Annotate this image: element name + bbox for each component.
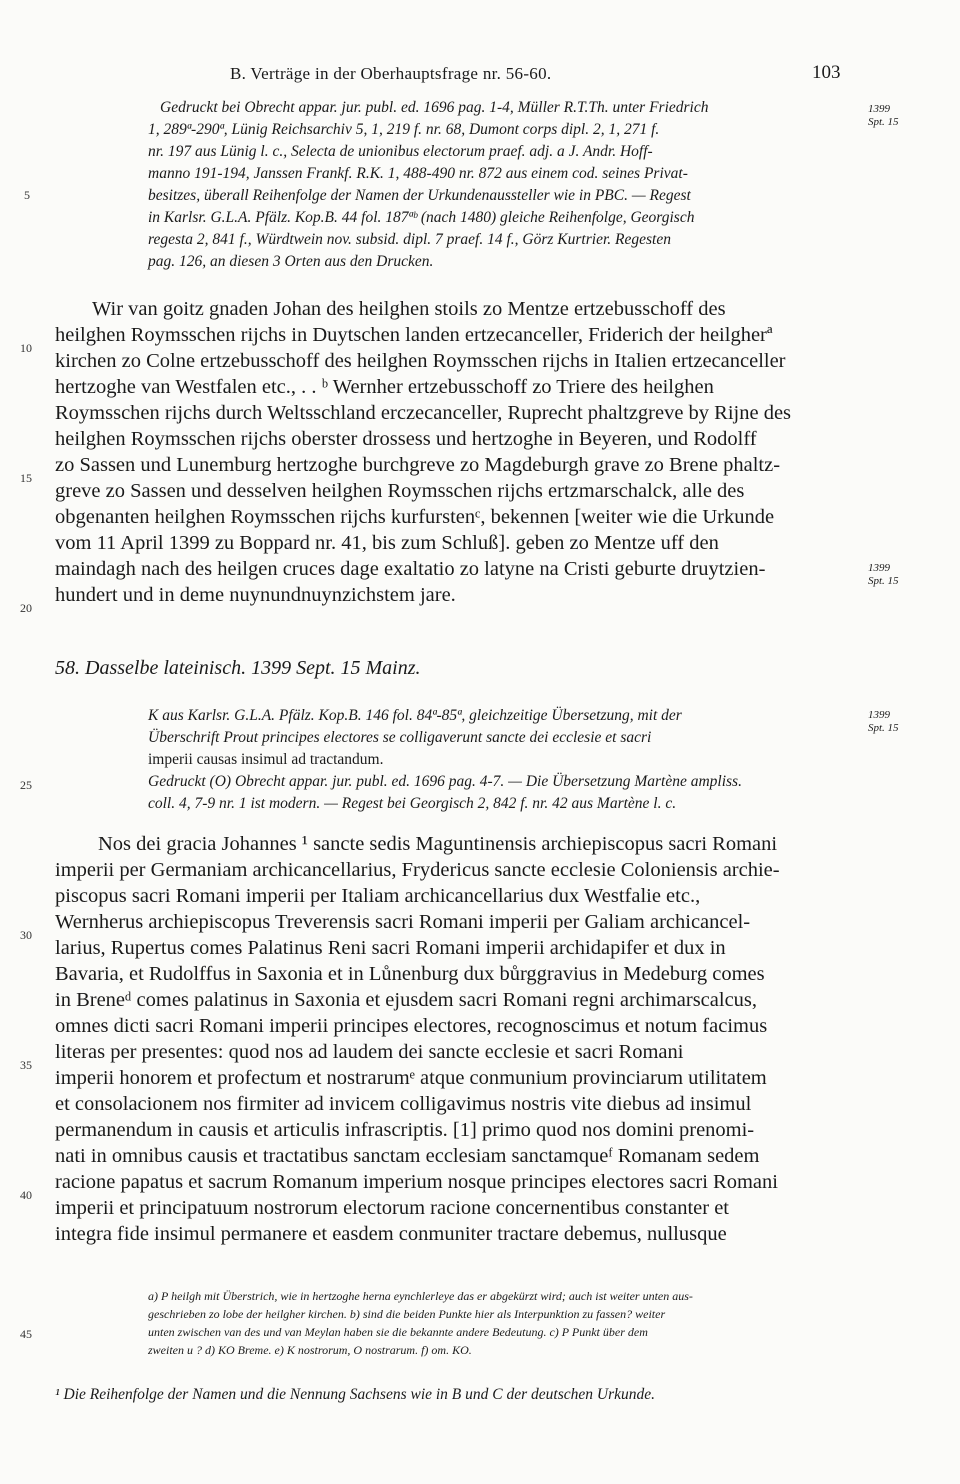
note-line: regesta 2, 841 f., Würdtwein nov. subsid. dipl. 7 praef. 14 f., Görz Kurtrier. Regesten <box>148 231 671 248</box>
text-line: larius, Rupertus comes Palatinus Reni sacri Romani imperii archidapifer et dux in <box>55 937 726 959</box>
line-number: 5 <box>24 188 30 202</box>
text-line: Wir van goitz gnaden Johan des heilghen stoils zo Mentze ertzebusschoff des <box>92 298 726 320</box>
line-number: 20 <box>20 601 32 615</box>
text-line: Nos dei gracia Johannes ¹ sancte sedis Maguntinensis archiepiscopus sacri Romani <box>98 833 778 855</box>
margin-year: 1399 <box>868 103 890 115</box>
text-line: Roymsschen rijchs durch Weltsschland erczecanceller, Ruprecht phaltzgreve by Rijne des <box>55 402 792 424</box>
text-line: maindagh nach des heilgen cruces dage exaltatio zo latyne na Cristi geburte druytzien- <box>55 558 766 580</box>
line-number: 45 <box>20 1327 32 1341</box>
text-line: literas per presentes: quod nos ad laudem dei sancte ecclesie et sacri Romani <box>55 1041 684 1063</box>
text-line: obgenanten heilghen Roymsschen rijchs kurfurstenᶜ, bekennen [weiter wie die Urkunde <box>55 506 775 528</box>
note-line: 1, 289ª-290ª, Lünig Reichsarchiv 5, 1, 219 f. nr. 68, Dumont corps dipl. 2, 1, 271 f. <box>148 121 660 138</box>
line-number: 40 <box>20 1188 32 1202</box>
footnote-line: a) P heilgh mit Überstrich, wie in hertzoghe herna eynchlerleye das er abgekürzt wird; auch ist weiter unten aus- <box>148 1289 693 1303</box>
line-number: 35 <box>20 1058 32 1072</box>
section-heading-text: 58. Dasselbe lateinisch. 1399 Sept. 15 Mainz. <box>55 657 421 679</box>
footnote-line: zweiten u ? d) KO Breme. e) K nostrorum, O nostrarum. f) om. KO. <box>148 1343 472 1357</box>
footnote-line: unten zwischen van des und van Meylan haben sie die bekannte andere Bedeutung. c) P Punkt über dem <box>148 1325 648 1339</box>
section-heading <box>55 657 421 680</box>
text-line: imperii honorem et profectum et nostrarumᵉ atque conmunium provinciarum utilitatem <box>55 1067 767 1089</box>
note-line: pag. 126, an diesen 3 Orten aus den Drucken. <box>148 253 434 270</box>
text-line: omnes dicti sacri Romani imperii principes electores, recognoscimus et notum facimus <box>55 1015 768 1037</box>
margin-date <box>868 103 899 129</box>
text-line: permanendum in causis et articulis infrascriptis. [1] primo quod nos domini prenomi- <box>55 1119 755 1141</box>
text-line: et consolacionem nos firmiter ad invicem colligavimus nostris vite diebus ad insimul <box>55 1093 752 1115</box>
text-line: racione papatus et sacrum Romanum imperium nosque principes electores sacri Romani <box>55 1171 778 1193</box>
text-line: hertzoghe van Westfalen etc., . . ᵇ Wernher ertzebusschoff zo Triere des heilghen <box>55 376 714 398</box>
note-line: nr. 197 aus Lünig l. c., Selecta de unionibus electorum praef. adj. a J. Andr. Hoff- <box>148 143 653 160</box>
margin-date <box>868 709 899 735</box>
text-line: imperii et principatuum nostrorum electorum racione concernentibus constanter et <box>55 1197 729 1219</box>
line-number: 15 <box>20 471 32 485</box>
line-number: 25 <box>20 778 32 792</box>
note-line: manno 191-194, Janssen Frankf. R.K. 1, 488-490 nr. 872 aus einem cod. seines Privat- <box>148 165 688 182</box>
running-header: B. Verträge in der Oberhauptsfrage nr. 56-60. <box>230 64 552 83</box>
text-line: Bavaria, et Rudolffus in Saxonia et in Lůnenburg dux bůrggravius in Medeburg comes <box>55 963 765 985</box>
text-line: Wernherus archiepiscopus Treverensis sacri Romani imperii per Galiam archicancel- <box>55 911 751 933</box>
text-line: heilghen Roymsschen rijchs oberster drossess und hertzoghe in Beyeren, und Rodolff <box>55 428 757 450</box>
note-line: K aus Karlsr. G.L.A. Pfälz. Kop.B. 146 fol. 84ª-85ª, gleichzeitige Übersetzung, mit der <box>148 707 682 724</box>
line-number: 30 <box>20 928 32 942</box>
text-line: in Breneᵈ comes palatinus in Saxonia et ejusdem sacri Romani regni archimarscalcus, <box>55 989 758 1011</box>
footnote-line: geschrieben zo lobe der heilgher kirchen. b) sind die beiden Punkte hier als Interpunktion zu fassen? weiter <box>148 1307 666 1321</box>
author-footnote: ¹ Die Reihenfolge der Namen und die Nennung Sachsens wie in B und C der deutschen Urkunde. <box>55 1386 655 1403</box>
margin-day: Spt. 15 <box>868 116 899 128</box>
text-line: kirchen zo Colne ertzebusschoff des heilghen Roymsschen rijchs in Italien ertzecanceller <box>55 350 786 372</box>
margin-year: 1399 <box>868 562 890 574</box>
note-line: Überschrift Prout principes electores se colligaverunt sancte dei ecclesie et sacri <box>148 729 652 746</box>
text-line: nati in omnibus causis et tractatibus sanctam ecclesiam sanctamqueᶠ Romanam sedem <box>55 1145 760 1167</box>
margin-day: Spt. 15 <box>868 575 899 587</box>
text-line: greve zo Sassen und desselven heilghen Roymsschen rijchs ertzmarschalck, alle des <box>55 480 745 502</box>
text-line: zo Sassen und Lunemburg hertzoghe burchgreve zo Magdeburgh grave zo Brene phaltz- <box>55 454 781 476</box>
page-number: 103 <box>812 62 841 83</box>
text-line: heilghen Roymsschen rijchs in Duytschen landen ertzecanceller, Friderich der heilgherª <box>55 324 773 346</box>
margin-day: Spt. 15 <box>868 722 899 734</box>
note-line: Gedruckt (O) Obrecht appar. jur. publ. ed. 1696 pag. 4-7. — Die Übersetzung Martène ampliss. <box>148 773 742 790</box>
note-line: Gedruckt bei Obrecht appar. jur. publ. ed. 1696 pag. 1-4, Müller R.T.Th. unter Friedrich <box>160 99 709 116</box>
note-line: imperii causas insimul ad tractandum. <box>148 751 384 768</box>
text-line: piscopus sacri Romani imperii per Italiam archicancellarius dux Westfalie etc., <box>55 885 701 907</box>
margin-date <box>868 562 899 588</box>
text-line: integra fide insimul permanere et easdem conmuniter tractare debemus, nullusque <box>55 1223 727 1245</box>
text-line: vom 11 April 1399 zu Boppard nr. 41, bis zum Schluß]. geben zo Mentze uff den <box>55 532 719 554</box>
note-line: besitzes, überall Reihenfolge der Namen der Urkundenaussteller wie in PBC. — Regest <box>148 187 691 204</box>
note-line: in Karlsr. G.L.A. Pfälz. Kop.B. 44 fol. 187ªᵇ (nach 1480) gleiche Reihenfolge, Georgisch <box>148 209 695 226</box>
text-line: hundert und in deme nuynundnuynzichstem jare. <box>55 584 456 606</box>
note-line: coll. 4, 7-9 nr. 1 ist modern. — Regest bei Georgisch 2, 842 f. nr. 42 aus Martène l. c. <box>148 795 677 812</box>
line-number: 10 <box>20 341 32 355</box>
margin-year: 1399 <box>868 709 890 721</box>
text-line: imperii per Germaniam archicancellarius, Frydericus sancte ecclesie Coloniensis archie- <box>55 859 780 881</box>
